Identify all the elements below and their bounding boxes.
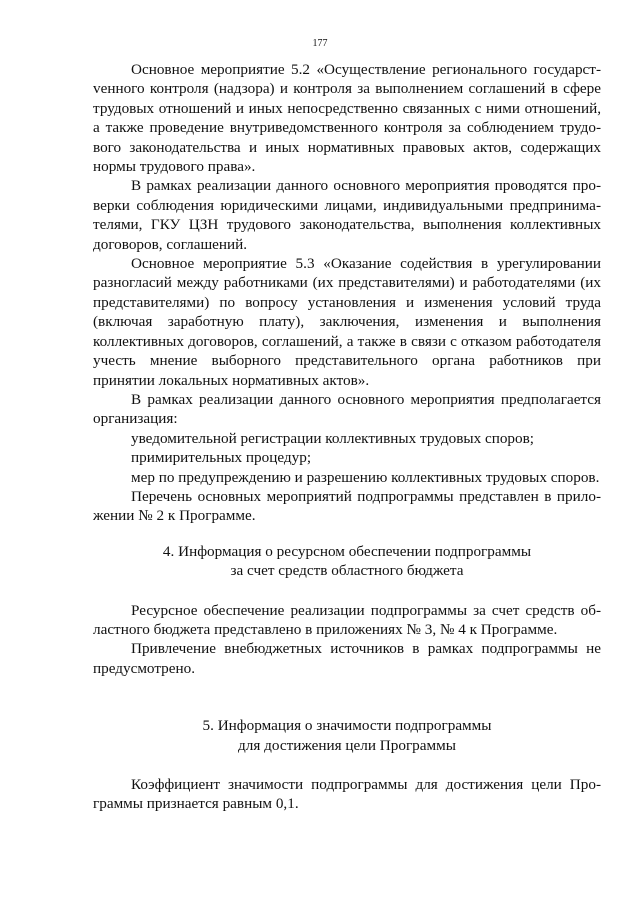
list-item: уведомительной регистрации коллективных трудовых споров; [131, 429, 535, 447]
section-4-paragraph-funding: Ресурсное обеспечение реализации подпрограммы за счет средств областного бюджета представлено в приложениях № 3, № 4 к Программе. [93, 601, 601, 638]
list-item: примирительных процедур; [131, 449, 312, 467]
paragraph-measure-5-3-organization: В рамках реализации данного основного мероприятия предполагается организация: [93, 390, 601, 428]
section-4-heading [93, 542, 601, 581]
page-number: 177 [312, 38, 328, 49]
document-body [93, 60, 601, 814]
section-4-heading-line-1: 4. Информация о ресурсном обеспечении подпрограммы [162, 542, 532, 560]
paragraph-measure-5-2-inspections: В рамках реализации данного основного мероприятия проводятся проверки соблюдения юридическими лицами, индивидуальными предпринимателями, ГКУ ЦЗН трудового законодательства, выполнения коллективных договоров, соглашений. [93, 177, 601, 253]
paragraph-measures-list-reference: Перечень основных мероприятий подпрограммы представлен в приложении № 2 к Программе. [93, 487, 601, 525]
section-5-heading-line-2: для достижения цели Программы [238, 736, 456, 754]
paragraph-measure-5-3: Основное мероприятие 5.3 «Оказание содействия в урегулировании разногласий между работниками (их представителями) и работодателями (их представителями) по вопросу установления и изменения условий труда (включая заработную плату), заключения, изменения и выполнения коллективных договоров, соглашений, а также в связи с отказом работодателя учесть мнение выборного представительного органа работников при принятии локальных нормативных актов». [93, 255, 601, 389]
section-5-heading [93, 716, 601, 755]
list-item: мер по предупреждению и разрешению коллективных трудовых споров. [131, 468, 600, 486]
paragraph-measure-5-2: Основное мероприятие 5.2 «Осуществление регионального государстvенного контроля (надзора) и контроля за выполнением соглашений в сфере трудовых отношений и иных непосредственно связанных с ними отношений, а также проведение внутриведомственного контроля за соблюдением трудового законодательства и иных нормативных правовых актов, содержащих нормы трудового права». [93, 61, 601, 176]
section-5-heading-line-1: 5. Информация о значимости подпрограммы [202, 717, 492, 735]
section-4-heading-line-2: за счет средств областного бюджета [230, 562, 464, 580]
section-5-paragraph-coefficient: Коэффициент значимости подпрограммы для достижения цели Программы признается равным 0,1. [93, 776, 601, 813]
section-4-paragraph-extrabudgetary: Привлечение внебюджетных источников в рамках подпрограммы не предусмотрено. [93, 640, 601, 677]
